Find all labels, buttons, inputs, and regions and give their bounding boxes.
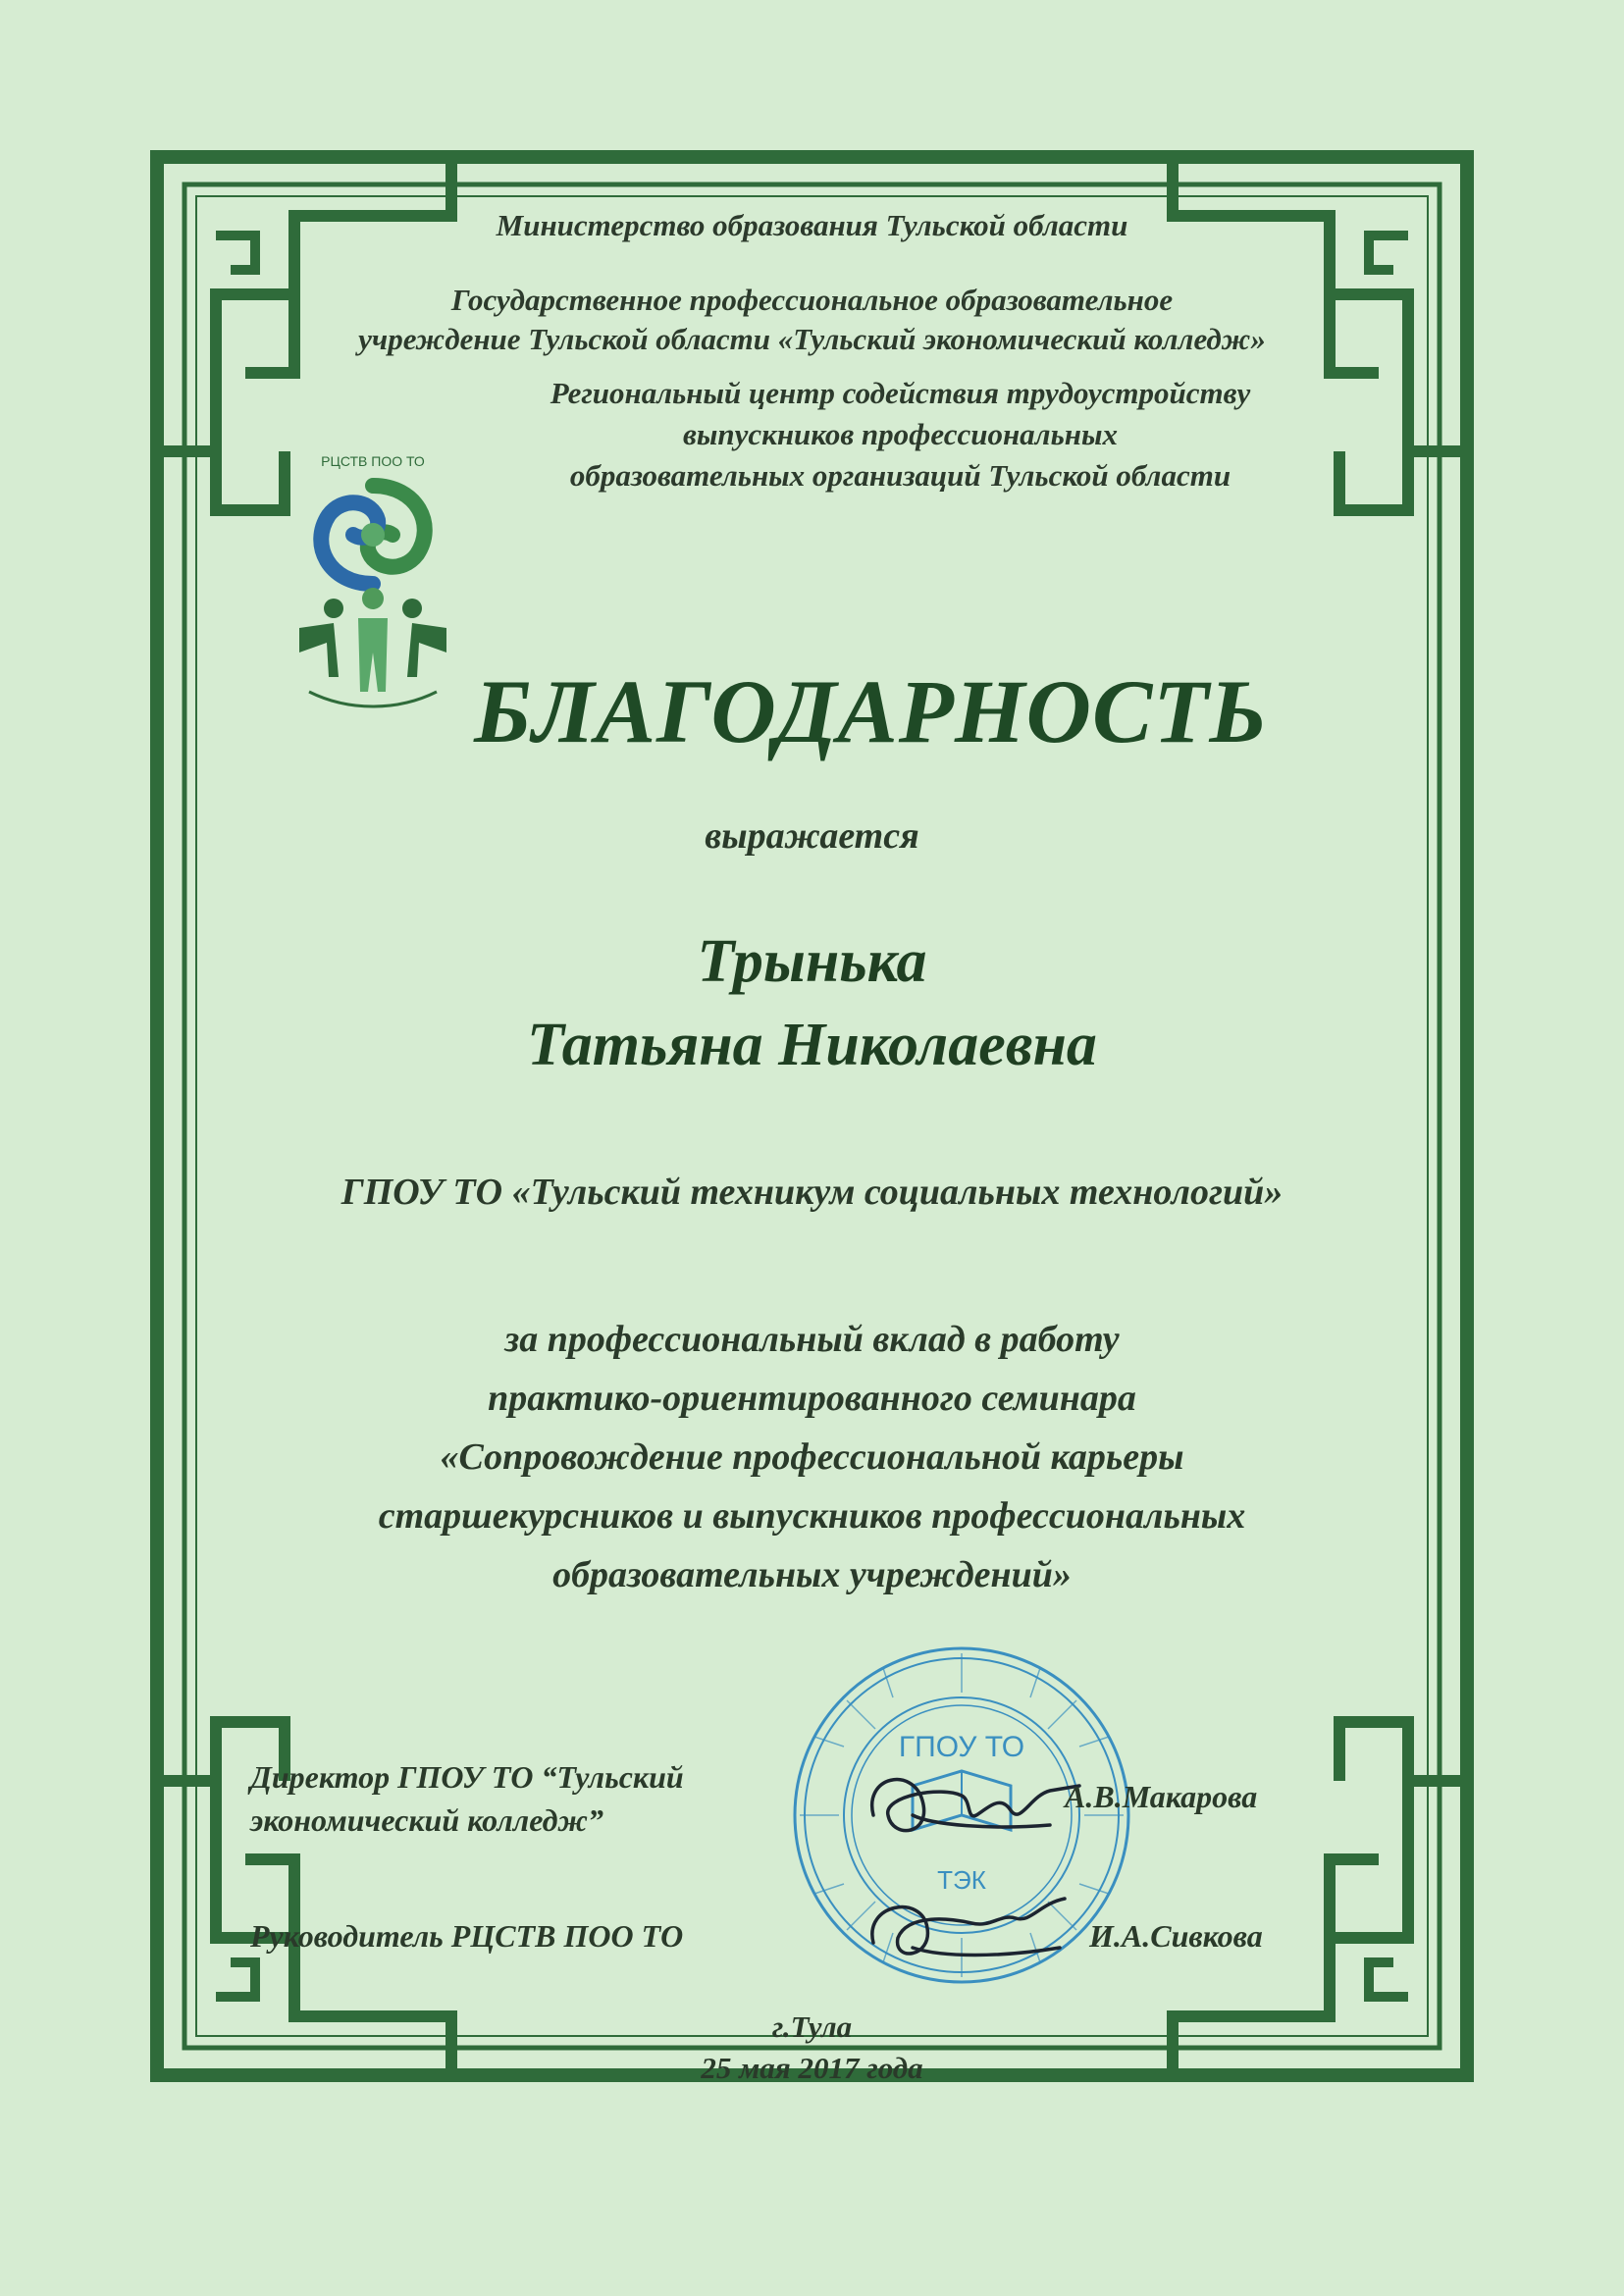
seal-center-text: ГПОУ ТО — [898, 1731, 1025, 1763]
head-title: Руководитель РЦСТВ ПОО ТО — [250, 1918, 684, 1954]
seal-lower-text: ТЭК — [937, 1865, 986, 1895]
reason-line-1: за профессиональный вклад в работу — [504, 1319, 1120, 1360]
director-title-line-2: экономический колледж” — [250, 1802, 603, 1838]
reason-line-5: образовательных учреждений» — [552, 1554, 1072, 1595]
director-name: А.В.Макарова — [1065, 1779, 1258, 1814]
reason-line-3: «Сопровождение профессиональной карьеры — [440, 1436, 1184, 1478]
certificate-title: БЛАГОДАРНОСТЬ — [474, 661, 1268, 761]
recipient-organization: ГПОУ ТО «Тульский техникум социальных технологий» — [341, 1172, 1283, 1213]
recipient-given-names: Татьяна Николаевна — [527, 1012, 1097, 1078]
center-line-1: Региональный центр содействия трудоустройству — [550, 376, 1251, 410]
director-title-line-1: Директор ГПОУ ТО “Тульский — [250, 1759, 684, 1795]
date-label: 25 мая 2017 года — [701, 2051, 923, 2085]
institution-line-1: Государственное профессиональное образовательное — [450, 283, 1174, 317]
center-line-3: образовательных организаций Тульской области — [569, 458, 1231, 493]
logo-caption: РЦСТВ ПОО ТО — [321, 453, 425, 469]
center-line-2: выпускников профессиональных — [683, 417, 1118, 451]
recipient-surname: Трынька — [697, 928, 927, 995]
ministry-line: Министерство образования Тульской области — [496, 208, 1128, 242]
reason-line-2: практико-ориентированного семинара — [488, 1378, 1136, 1419]
place-label: г.Тула — [771, 2009, 853, 2044]
institution-line-2: учреждение Тульской области «Тульский экономический колледж» — [358, 322, 1266, 356]
reason-line-4: старшекурсников и выпускников профессиональных — [378, 1495, 1246, 1537]
head-name: И.А.Сивкова — [1089, 1918, 1263, 1954]
expressed-label: выражается — [705, 815, 919, 857]
